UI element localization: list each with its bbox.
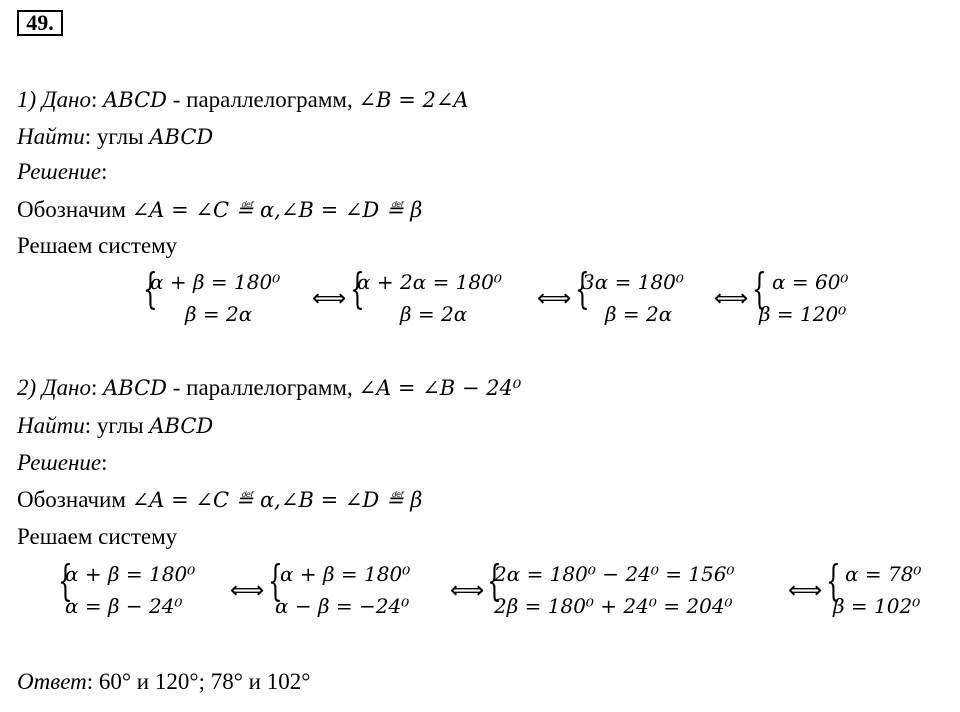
brace-icon: { xyxy=(58,556,73,605)
system-line: α + β = 180⁰ xyxy=(65,562,196,586)
system-line: 3α = 180⁰ xyxy=(582,270,684,294)
equivalence-icon: ⟺ xyxy=(312,284,347,312)
given-text: - параллелограмм, xyxy=(167,375,359,400)
equivalence-icon: ⟺ xyxy=(450,576,485,604)
given-math: ABCD xyxy=(103,88,167,112)
solution-label: Решение xyxy=(17,450,102,475)
solve-text: Решаем систему xyxy=(17,233,178,258)
system-line: β = 2α xyxy=(605,302,673,326)
part2-find xyxy=(17,412,213,440)
system-line: α − β = −24⁰ xyxy=(275,594,410,618)
system-line: α = β − 24⁰ xyxy=(65,594,183,618)
given-condition: ∠A = ∠B − 24⁰ xyxy=(358,376,522,400)
solve-text: Решаем систему xyxy=(17,524,178,549)
given-math: ABCD xyxy=(103,376,167,400)
notation-text: Обозначим xyxy=(17,197,132,222)
system-line: α + 2α = 180⁰ xyxy=(357,270,502,294)
given-condition: ∠B = 2∠A xyxy=(358,88,469,112)
brace-icon: { xyxy=(826,556,841,605)
brace-icon: { xyxy=(143,264,158,313)
brace-icon: { xyxy=(350,264,365,313)
given-label: 1) Дано xyxy=(17,87,91,112)
find-math: ABCD xyxy=(149,414,214,438)
brace-icon: { xyxy=(487,556,502,605)
part2-notation xyxy=(17,486,422,514)
system-line: β = 2α xyxy=(185,302,253,326)
system-line: α = 78⁰ xyxy=(845,562,922,586)
find-label: Найти xyxy=(17,124,85,149)
brace-icon: { xyxy=(268,556,283,605)
brace-icon: { xyxy=(752,264,767,313)
equivalence-icon: ⟺ xyxy=(788,576,823,604)
find-label: Найти xyxy=(17,413,85,438)
system-line: α + β = 180⁰ xyxy=(280,562,411,586)
notation-math: ∠A = ∠C ≝ α,∠B = ∠D ≝ β xyxy=(131,488,423,512)
equivalence-icon: ⟺ xyxy=(230,576,265,604)
find-text: : углы xyxy=(84,124,150,149)
part1-given: 1) Дано: ABCD - параллелограмм, ∠B = 2∠A xyxy=(17,87,469,112)
brace-icon: { xyxy=(575,264,590,313)
given-text: - параллелограмм, xyxy=(167,87,359,112)
part2-solve xyxy=(17,523,177,551)
part1-solution: Решение: xyxy=(17,159,108,184)
find-text: : углы xyxy=(84,413,150,438)
system-line: 2β = 180⁰ + 24⁰ = 204⁰ xyxy=(494,594,733,618)
find-math: ABCD xyxy=(149,125,214,149)
equivalence-icon: ⟺ xyxy=(537,284,572,312)
system-line: β = 102⁰ xyxy=(833,594,921,618)
part2-given: 2) Дано: ABCD - параллелограмм, ∠A = ∠B − 24⁰ xyxy=(17,375,522,400)
answer xyxy=(17,668,310,696)
system-line: β = 2α xyxy=(400,302,468,326)
part1-find xyxy=(17,123,213,151)
notation-math: ∠A = ∠C ≝ α,∠B = ∠D ≝ β xyxy=(131,198,423,222)
system-line: β = 120⁰ xyxy=(759,302,847,326)
answer-text: : 60° и 120°; 78° и 102° xyxy=(86,669,311,694)
part2-solution: Решение: xyxy=(17,450,108,475)
system-line: 2α = 180⁰ − 24⁰ = 156⁰ xyxy=(494,562,735,586)
answer-label: Ответ xyxy=(17,669,87,694)
part1-solve xyxy=(17,232,177,260)
given-label: 2) Дано xyxy=(17,375,91,400)
solution-label: Решение xyxy=(17,159,102,184)
notation-text: Обозначим xyxy=(17,487,132,512)
part1-notation xyxy=(17,196,422,224)
problem-number: 49. xyxy=(17,10,63,36)
system-line: α + β = 180⁰ xyxy=(150,270,281,294)
system-line: α = 60⁰ xyxy=(772,270,849,294)
equivalence-icon: ⟺ xyxy=(714,284,749,312)
